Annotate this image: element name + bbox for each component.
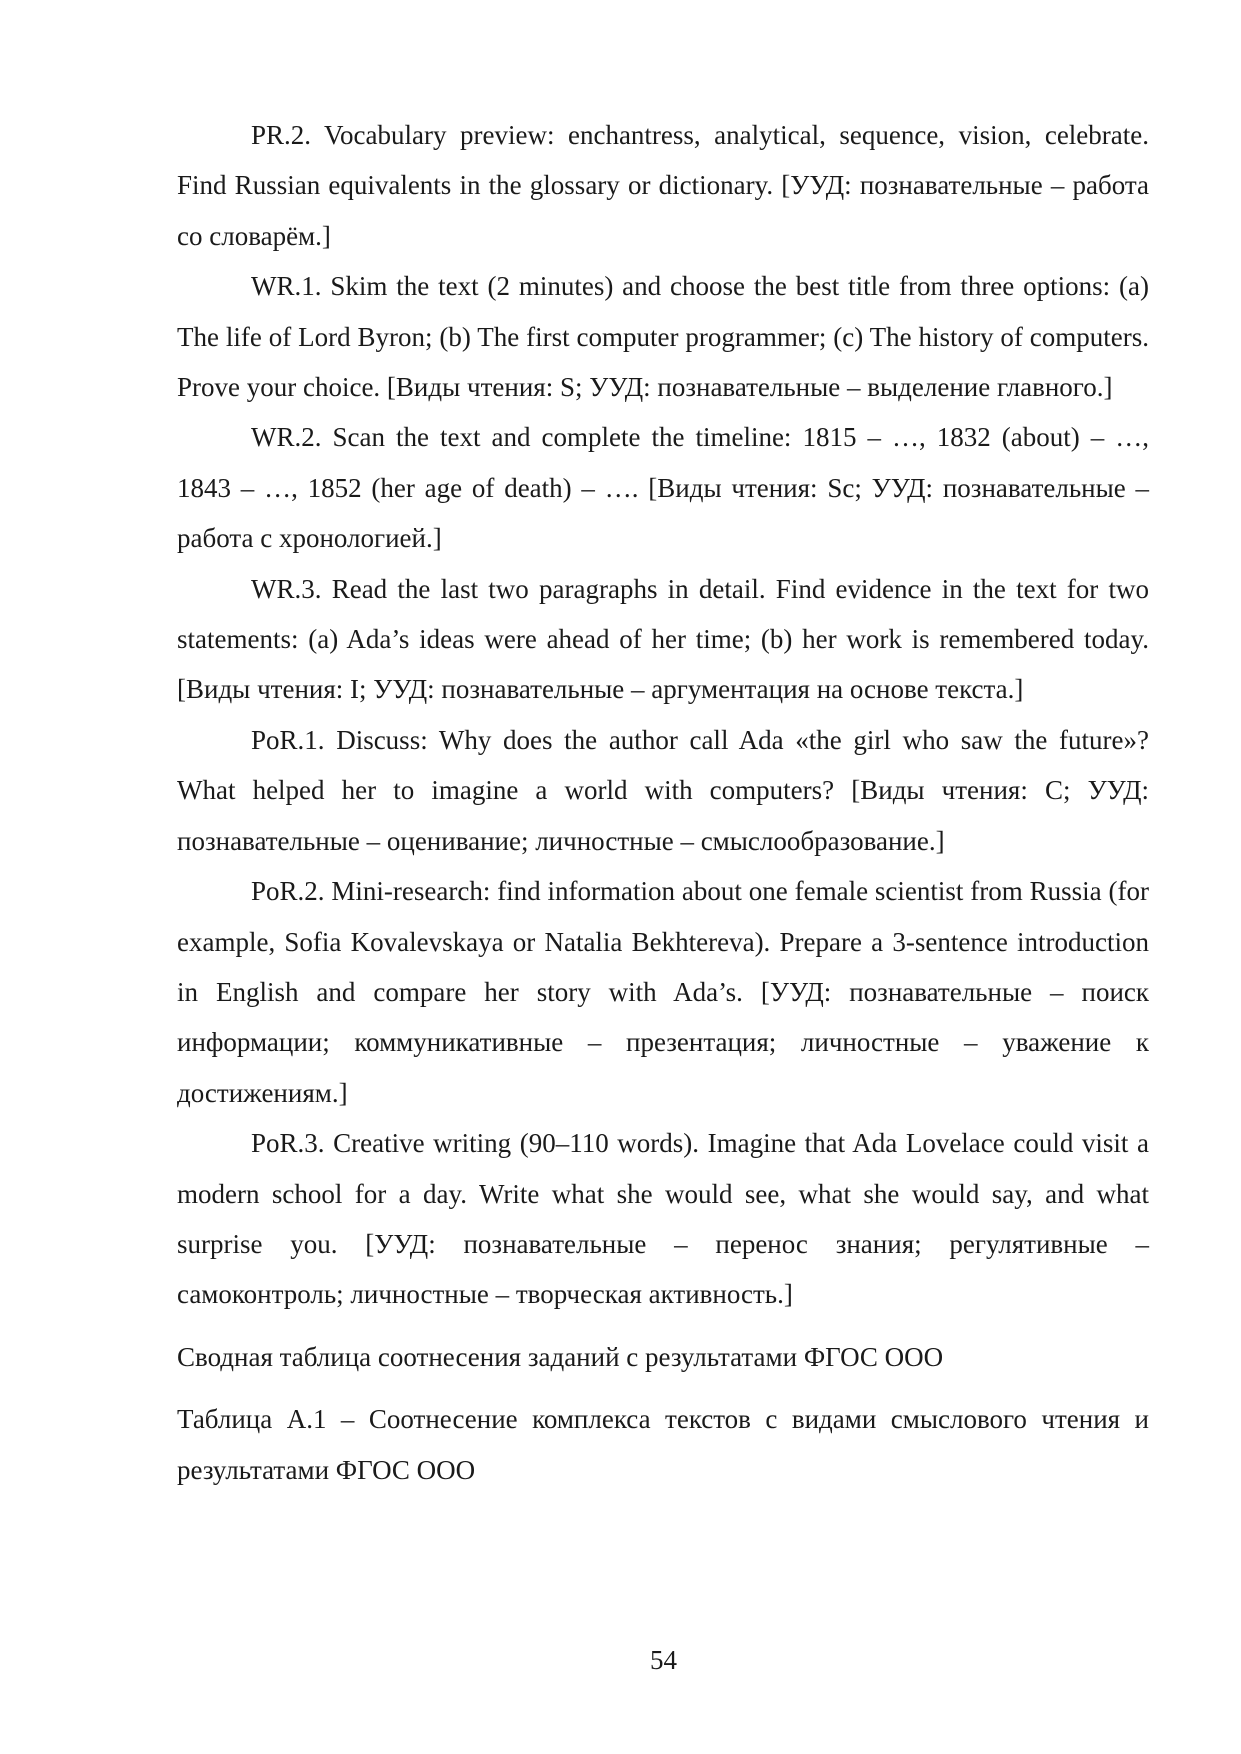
summary-table-title: Сводная таблица соотнесения заданий с результатами ФГОС ООО [177,1341,944,1372]
page-number: 54 [650,1645,677,1675]
page-body [177,110,1149,1495]
task-por3: PoR.3. Creative writing (90–110 words). Imagine that Ada Lovelace could visit a modern school for a day. Write what she would see, what she would say, and what surprise you. [УУД: познавательные – перенос знания; регулятивные – самоконтроль; личностные – творческая активность.] [177,1128,1149,1310]
table-caption: Таблица А.1 – Соотнесение комплекса текстов с видами смыслового чтения и результатами ФГОС ООО [177,1404,1149,1485]
task-wr1: WR.1. Skim the text (2 minutes) and choose the best title from three options: (a) The life of Lord Byron; (b) The first computer programmer; (c) The history of computers. Prove your choice. [Виды чтения: S; УУД: познавательные – выделение главного.] [177,271,1149,403]
task-pr2: PR.2. Vocabulary preview: enchantress, analytical, sequence, vision, celebrate. Find Russian equivalents in the glossary or dictionary. [УУД: познавательные – работа со словарём.] [177,120,1149,251]
task-wr3: WR.3. Read the last two paragraphs in detail. Find evidence in the text for two statements: (a) Ada’s ideas were ahead of her time; (b) her work is remembered today. [Виды чтения: I; УУД: познавательные – аргументация на основе текста.] [177,573,1149,705]
task-por1: PoR.1. Discuss: Why does the author call Ada «the girl who saw the future»? What helped her to imagine a world with computers? [Виды чтения: C; УУД: познавательные – оценивание; личностные – смыслообразование.] [177,724,1149,856]
task-por2: PoR.2. Mini-research: find information about one female scientist from Russia (for example, Sofia Kovalevskaya or Natalia Bekhtereva). Prepare a 3-sentence introduction in English and compare her story with Ada’s. [УУД: познавательные – поиск информации; коммуникативные – презентация; личностные – уважение к достижениям.] [177,876,1149,1108]
task-wr2: WR.2. Scan the text and complete the timeline: 1815 – …, 1832 (about) – …, 1843 – …, 1852 (her age of death) – …. [Виды чтения: Sc; УУД: познавательные – работа с хронологией.] [177,422,1149,554]
